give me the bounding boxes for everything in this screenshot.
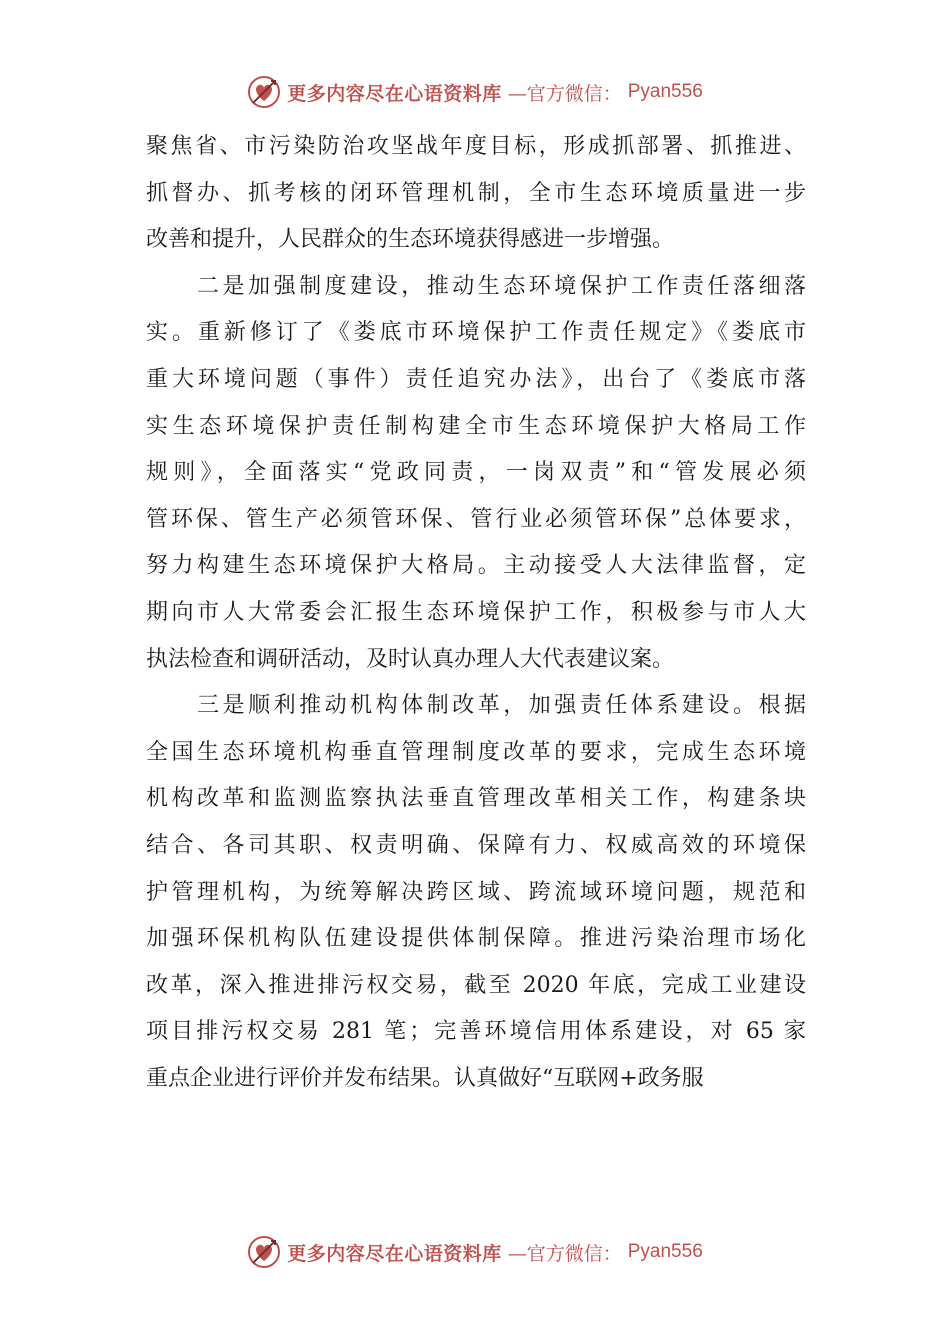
paragraph-2 [146,264,806,683]
heart-logo-icon [247,75,281,109]
text-line: 结合、各司其职、权责明确、保障有力、权威高效的环境保 [146,832,806,858]
watermark-title: 更多内容尽在心语资料库 [287,82,502,105]
text-line: 项目排污权交易 281 笔；完善环境信用体系建设，对 65 家 [146,1019,806,1045]
watermark-title: 更多内容尽在心语资料库 [287,1242,502,1265]
text-line: 改善和提升，人民群众的生态环境获得感进一步增强。 [146,227,675,253]
footer-watermark [0,1232,950,1272]
text-line: 重点企业进行评价并发布结果。认真做好“互联网+政务服 [146,1065,704,1091]
heart-logo-icon [247,1235,281,1269]
watermark-subtitle: —官方微信： [507,82,622,105]
text-line: 管环保、管生产必须管环保、管行业必须管环保”总体要求， [146,506,806,532]
watermark-wechat-id: Pyan556 [627,81,703,102]
watermark-wechat-id: Pyan556 [627,1241,703,1262]
text-line: 三是顺利推动机构体制改革，加强责任体系建设。根据 [146,693,806,719]
text-line: 实生态环境保护责任制构建全市生态环境保护大格局工作 [146,413,806,439]
document-body [146,124,806,1102]
text-line: 实。重新修订了《娄底市环境保护工作责任规定》《娄底市 [146,320,806,346]
text-line: 全国生态环境机构垂直管理制度改革的要求，完成生态环境 [146,739,806,765]
text-line: 加强环保机构队伍建设提供体制保障。推进污染治理市场化 [146,926,806,952]
text-line: 护管理机构，为统筹解决跨区域、跨流域环境问题，规范和 [146,879,806,905]
text-line: 执法检查和调研活动，及时认真办理人大代表建议案。 [146,646,675,672]
text-line: 聚焦省、市污染防治攻坚战年度目标，形成抓部署、抓推进、 [146,134,806,159]
text-line: 改革，深入推进排污权交易，截至 2020 年底，完成工业建设 [146,972,806,998]
text-line: 规则》，全面落实“党政同责，一岗双责”和“管发展必须 [146,460,806,486]
text-line: 重大环境问题（事件）责任追究办法》，出台了《娄底市落 [146,366,806,392]
watermark-subtitle: —官方微信： [507,1242,622,1265]
text-line: 努力构建生态环境保护大格局。主动接受人大法律监督，定 [146,553,806,579]
text-line: 抓督办、抓考核的闭环管理机制，全市生态环境质量进一步 [146,180,806,206]
header-watermark [0,72,950,112]
paragraph-3 [146,683,806,1102]
paragraph-1 [146,124,806,264]
text-line: 机构改革和监测监察执法垂直管理改革相关工作，构建条块 [146,786,806,812]
text-line: 二是加强制度建设，推动生态环境保护工作责任落细落 [146,273,806,299]
text-line: 期向市人大常委会汇报生态环境保护工作，积极参与市人大 [146,599,806,625]
